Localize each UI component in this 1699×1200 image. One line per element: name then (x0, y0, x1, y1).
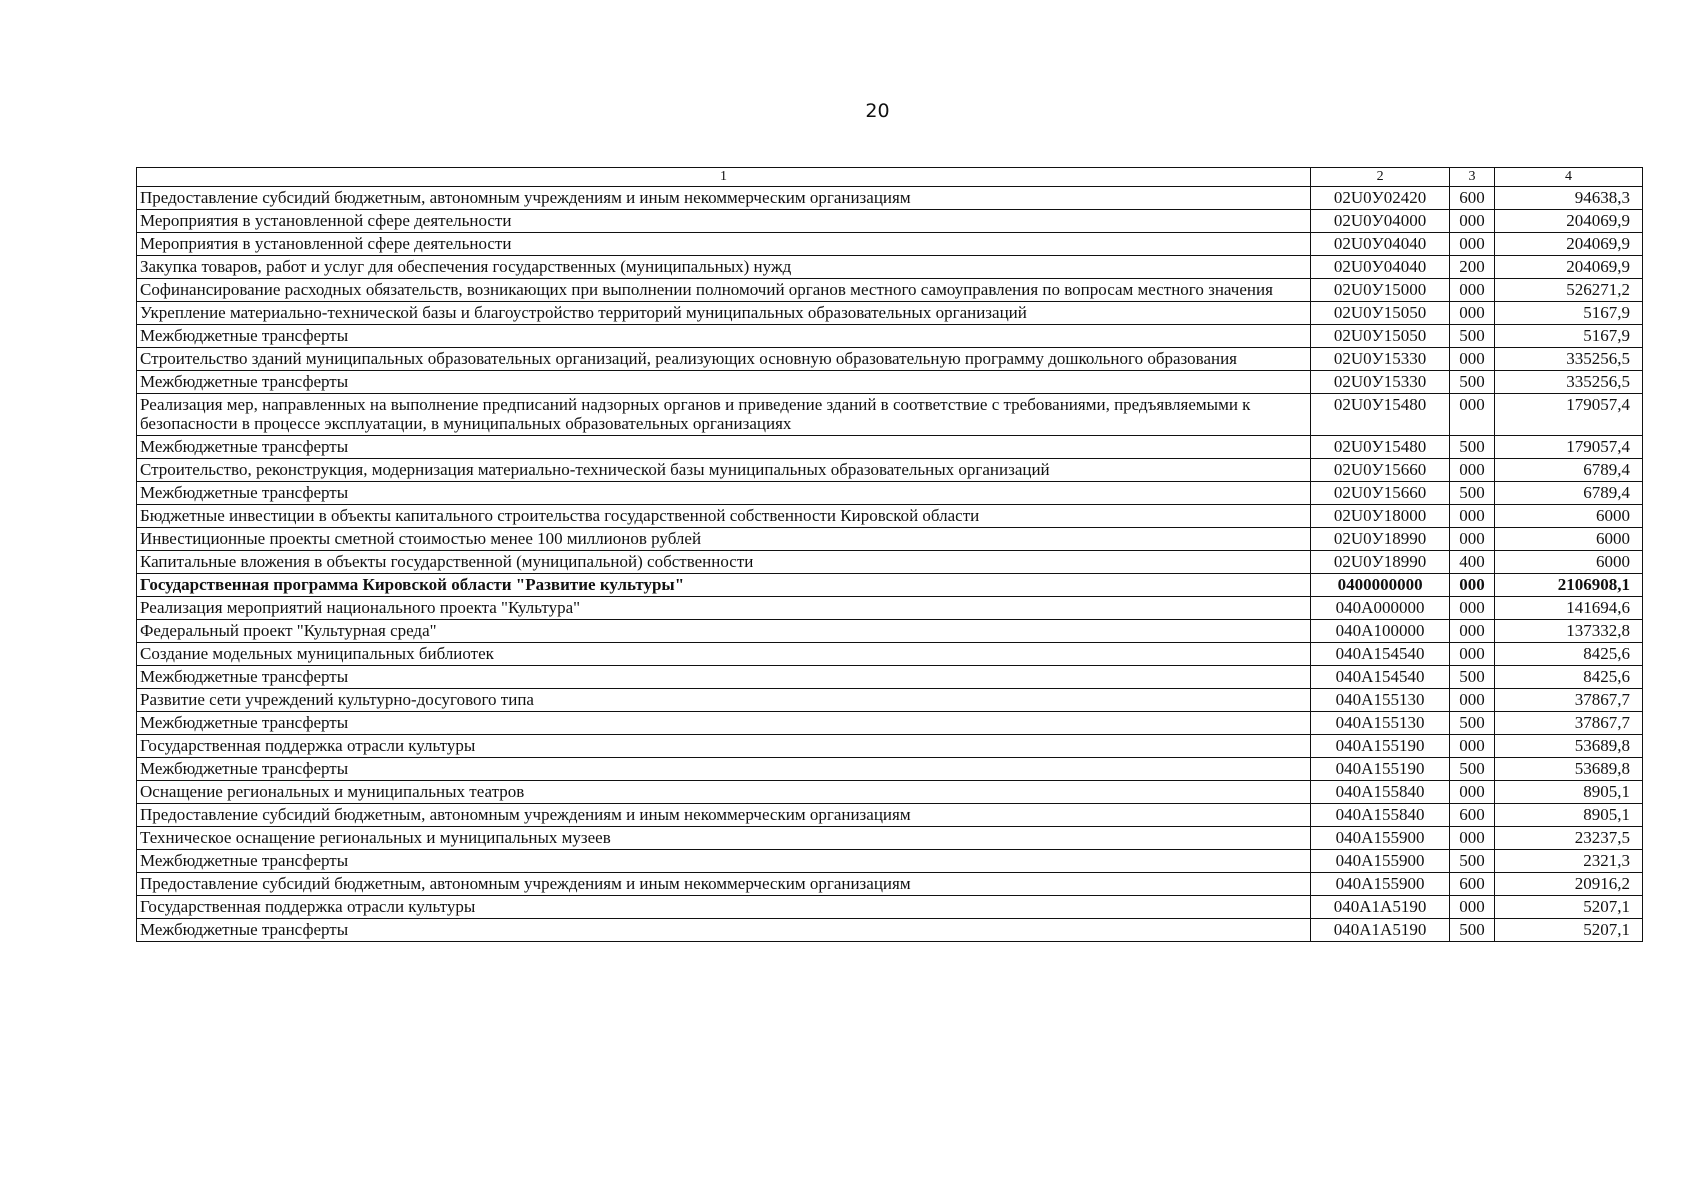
row-name-cell: Капитальные вложения в объекты государственной (муниципальной) собственности (137, 551, 1311, 574)
row-amount-cell: 2106908,1 (1495, 574, 1643, 597)
header-cell-3: 3 (1450, 168, 1495, 187)
row-name-cell: Закупка товаров, работ и услуг для обеспечения государственных (муниципальных) нужд (137, 256, 1311, 279)
row-amount-cell: 204069,9 (1495, 233, 1643, 256)
row-amount-cell: 37867,7 (1495, 712, 1643, 735)
row-type-cell: 000 (1450, 597, 1495, 620)
row-name-cell: Инвестиционные проекты сметной стоимостью менее 100 миллионов рублей (137, 528, 1311, 551)
table-row (137, 394, 1643, 436)
row-amount-cell: 179057,4 (1495, 436, 1643, 459)
row-type-cell: 500 (1450, 371, 1495, 394)
row-name-cell: Строительство, реконструкция, модернизация материально-технической базы муниципальных образовательных организаций (137, 459, 1311, 482)
row-name-cell: Реализация мер, направленных на выполнение предписаний надзорных органов и приведение зданий в соответствие с требованиями, предъявляемыми к безопасности в процессе эксплуатации, в муниципальных образовательных организациях (137, 394, 1311, 436)
row-amount-cell: 37867,7 (1495, 689, 1643, 712)
row-amount-cell: 204069,9 (1495, 210, 1643, 233)
table-row (137, 459, 1643, 482)
row-code-cell: 040A155130 (1311, 689, 1450, 712)
row-type-cell: 500 (1450, 482, 1495, 505)
row-code-cell: 02U0У04000 (1311, 210, 1450, 233)
row-name-cell: Предоставление субсидий бюджетным, автономным учреждениям и иным некоммерческим организациям (137, 804, 1311, 827)
row-amount-cell: 6789,4 (1495, 482, 1643, 505)
table-row (137, 279, 1643, 302)
row-amount-cell: 53689,8 (1495, 758, 1643, 781)
row-amount-cell: 179057,4 (1495, 394, 1643, 436)
row-amount-cell: 5207,1 (1495, 919, 1643, 942)
row-amount-cell: 6789,4 (1495, 459, 1643, 482)
row-code-cell: 040A100000 (1311, 620, 1450, 643)
table-row (137, 620, 1643, 643)
row-code-cell: 02U0У15330 (1311, 371, 1450, 394)
row-type-cell: 600 (1450, 873, 1495, 896)
row-amount-cell: 6000 (1495, 505, 1643, 528)
row-type-cell: 000 (1450, 781, 1495, 804)
row-code-cell: 040A155900 (1311, 850, 1450, 873)
row-amount-cell: 204069,9 (1495, 256, 1643, 279)
page-number: 20 (865, 100, 890, 122)
table-row (137, 827, 1643, 850)
row-code-cell: 040A155190 (1311, 758, 1450, 781)
row-type-cell: 000 (1450, 233, 1495, 256)
table-row (137, 210, 1643, 233)
row-code-cell: 040A155840 (1311, 781, 1450, 804)
row-code-cell: 040A155900 (1311, 873, 1450, 896)
row-type-cell: 000 (1450, 394, 1495, 436)
header-cell-1: 1 (137, 168, 1311, 187)
table-row (137, 896, 1643, 919)
table-row (137, 758, 1643, 781)
header-cell-2: 2 (1311, 168, 1450, 187)
row-type-cell: 000 (1450, 528, 1495, 551)
row-type-cell: 000 (1450, 459, 1495, 482)
row-name-cell: Межбюджетные трансферты (137, 482, 1311, 505)
row-name-cell: Строительство зданий муниципальных образовательных организаций, реализующих основную образовательную программу дошкольного образования (137, 348, 1311, 371)
table-row (137, 325, 1643, 348)
row-name-cell: Межбюджетные трансферты (137, 712, 1311, 735)
row-amount-cell: 5207,1 (1495, 896, 1643, 919)
row-name-cell: Межбюджетные трансферты (137, 666, 1311, 689)
row-code-cell: 02U0У18000 (1311, 505, 1450, 528)
row-name-cell: Межбюджетные трансферты (137, 758, 1311, 781)
table-row (137, 735, 1643, 758)
row-type-cell: 600 (1450, 187, 1495, 210)
table-row (137, 873, 1643, 896)
row-name-cell: Государственная поддержка отрасли культуры (137, 735, 1311, 758)
row-code-cell: 040A154540 (1311, 666, 1450, 689)
row-code-cell: 0400000000 (1311, 574, 1450, 597)
row-code-cell: 040A1A5190 (1311, 919, 1450, 942)
row-code-cell: 02U0У15480 (1311, 436, 1450, 459)
row-name-cell: Межбюджетные трансферты (137, 371, 1311, 394)
row-amount-cell: 8425,6 (1495, 643, 1643, 666)
row-amount-cell: 8905,1 (1495, 781, 1643, 804)
table-row (137, 187, 1643, 210)
table-row (137, 712, 1643, 735)
row-code-cell: 02U0У15050 (1311, 325, 1450, 348)
row-amount-cell: 8425,6 (1495, 666, 1643, 689)
row-type-cell: 600 (1450, 804, 1495, 827)
table-row (137, 643, 1643, 666)
row-code-cell: 02U0У18990 (1311, 551, 1450, 574)
row-type-cell: 000 (1450, 279, 1495, 302)
table-row (137, 574, 1643, 597)
row-type-cell: 000 (1450, 827, 1495, 850)
row-amount-cell: 526271,2 (1495, 279, 1643, 302)
table-row (137, 348, 1643, 371)
table-row (137, 597, 1643, 620)
row-code-cell: 040A1A5190 (1311, 896, 1450, 919)
table-row (137, 666, 1643, 689)
row-name-cell: Предоставление субсидий бюджетным, автономным учреждениям и иным некоммерческим организациям (137, 187, 1311, 210)
row-type-cell: 500 (1450, 666, 1495, 689)
row-amount-cell: 141694,6 (1495, 597, 1643, 620)
row-type-cell: 000 (1450, 505, 1495, 528)
table-row (137, 689, 1643, 712)
row-name-cell: Софинансирование расходных обязательств, возникающих при выполнении полномочий органов местного самоуправления по вопросам местного значения (137, 279, 1311, 302)
row-amount-cell: 335256,5 (1495, 348, 1643, 371)
row-name-cell: Техническое оснащение региональных и муниципальных музеев (137, 827, 1311, 850)
row-amount-cell: 53689,8 (1495, 735, 1643, 758)
row-amount-cell: 6000 (1495, 528, 1643, 551)
row-amount-cell: 94638,3 (1495, 187, 1643, 210)
row-name-cell: Мероприятия в установленной сфере деятельности (137, 210, 1311, 233)
row-code-cell: 02U0У15660 (1311, 482, 1450, 505)
row-code-cell: 02U0У15660 (1311, 459, 1450, 482)
row-type-cell: 500 (1450, 436, 1495, 459)
row-type-cell: 000 (1450, 348, 1495, 371)
row-amount-cell: 5167,9 (1495, 325, 1643, 348)
table-row (137, 233, 1643, 256)
row-amount-cell: 8905,1 (1495, 804, 1643, 827)
header-cell-4: 4 (1495, 168, 1643, 187)
row-code-cell: 02U0У15000 (1311, 279, 1450, 302)
row-amount-cell: 5167,9 (1495, 302, 1643, 325)
row-type-cell: 000 (1450, 735, 1495, 758)
row-code-cell: 040A155190 (1311, 735, 1450, 758)
row-name-cell: Межбюджетные трансферты (137, 850, 1311, 873)
row-amount-cell: 335256,5 (1495, 371, 1643, 394)
row-code-cell: 040A155130 (1311, 712, 1450, 735)
row-code-cell: 02U0У18990 (1311, 528, 1450, 551)
row-code-cell: 040A000000 (1311, 597, 1450, 620)
row-amount-cell: 23237,5 (1495, 827, 1643, 850)
row-code-cell: 02U0У15480 (1311, 394, 1450, 436)
row-type-cell: 500 (1450, 712, 1495, 735)
row-type-cell: 000 (1450, 574, 1495, 597)
row-type-cell: 400 (1450, 551, 1495, 574)
row-code-cell: 040A155900 (1311, 827, 1450, 850)
row-type-cell: 500 (1450, 919, 1495, 942)
table-row (137, 551, 1643, 574)
row-code-cell: 040A155840 (1311, 804, 1450, 827)
table-row (137, 919, 1643, 942)
row-name-cell: Межбюджетные трансферты (137, 436, 1311, 459)
row-name-cell: Государственная поддержка отрасли культуры (137, 896, 1311, 919)
row-type-cell: 200 (1450, 256, 1495, 279)
row-name-cell: Государственная программа Кировской области "Развитие культуры" (137, 574, 1311, 597)
row-type-cell: 000 (1450, 643, 1495, 666)
row-code-cell: 02U0У15330 (1311, 348, 1450, 371)
table-row (137, 850, 1643, 873)
table-row (137, 302, 1643, 325)
row-name-cell: Мероприятия в установленной сфере деятельности (137, 233, 1311, 256)
row-amount-cell: 20916,2 (1495, 873, 1643, 896)
table-row (137, 482, 1643, 505)
row-name-cell: Межбюджетные трансферты (137, 919, 1311, 942)
row-code-cell: 02U0У15050 (1311, 302, 1450, 325)
row-amount-cell: 2321,3 (1495, 850, 1643, 873)
row-type-cell: 000 (1450, 302, 1495, 325)
row-name-cell: Реализация мероприятий национального проекта "Культура" (137, 597, 1311, 620)
row-name-cell: Бюджетные инвестиции в объекты капитального строительства государственной собственности Кировской области (137, 505, 1311, 528)
table-row (137, 505, 1643, 528)
row-type-cell: 000 (1450, 896, 1495, 919)
row-type-cell: 000 (1450, 210, 1495, 233)
row-type-cell: 000 (1450, 689, 1495, 712)
row-name-cell: Укрепление материально-технической базы и благоустройство территорий муниципальных образовательных организаций (137, 302, 1311, 325)
row-type-cell: 000 (1450, 620, 1495, 643)
row-name-cell: Предоставление субсидий бюджетным, автономным учреждениям и иным некоммерческим организациям (137, 873, 1311, 896)
row-code-cell: 02U0У04040 (1311, 256, 1450, 279)
table-row (137, 528, 1643, 551)
table-row (137, 781, 1643, 804)
row-type-cell: 500 (1450, 758, 1495, 781)
row-type-cell: 500 (1450, 325, 1495, 348)
row-name-cell: Развитие сети учреждений культурно-досугового типа (137, 689, 1311, 712)
row-amount-cell: 6000 (1495, 551, 1643, 574)
row-type-cell: 500 (1450, 850, 1495, 873)
row-code-cell: 040A154540 (1311, 643, 1450, 666)
table-row (137, 804, 1643, 827)
row-name-cell: Федеральный проект "Культурная среда" (137, 620, 1311, 643)
table-header-row (137, 168, 1643, 187)
table-row (137, 436, 1643, 459)
budget-table (136, 167, 1643, 942)
table-row (137, 256, 1643, 279)
row-name-cell: Межбюджетные трансферты (137, 325, 1311, 348)
row-amount-cell: 137332,8 (1495, 620, 1643, 643)
table-row (137, 371, 1643, 394)
row-code-cell: 02U0У02420 (1311, 187, 1450, 210)
row-code-cell: 02U0У04040 (1311, 233, 1450, 256)
row-name-cell: Оснащение региональных и муниципальных театров (137, 781, 1311, 804)
row-name-cell: Создание модельных муниципальных библиотек (137, 643, 1311, 666)
